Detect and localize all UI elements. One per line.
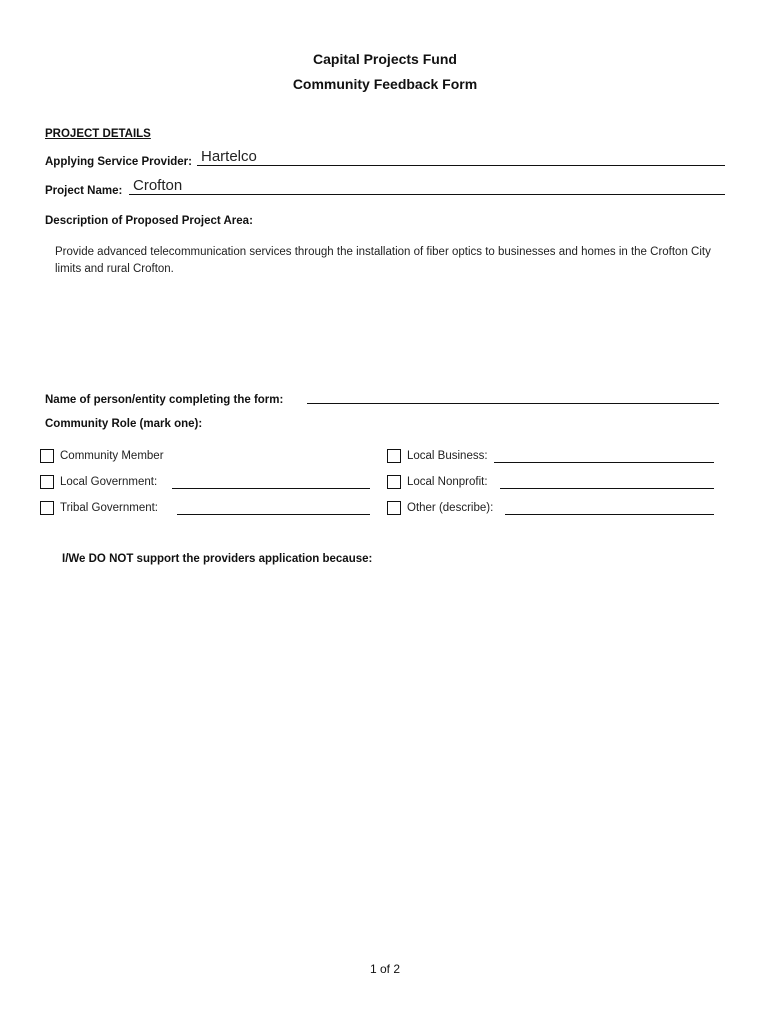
description-label: Description of Proposed Project Area: (45, 215, 253, 227)
role-option-local-nonprofit[interactable] (387, 474, 714, 490)
role-option-community-member[interactable] (40, 448, 370, 464)
local-nonprofit-input-line[interactable] (500, 488, 714, 489)
role-option-tribal-government[interactable] (40, 500, 370, 516)
other-input-line[interactable] (505, 514, 714, 515)
other-label: Other (describe): (407, 502, 494, 514)
person-field (45, 388, 725, 406)
local-government-input-line[interactable] (172, 488, 370, 489)
community-role-label: Community Role (mark one): (45, 418, 203, 430)
role-option-local-government[interactable] (40, 474, 370, 490)
project-name-input-line[interactable] (129, 194, 725, 195)
role-option-local-business[interactable] (387, 448, 714, 464)
project-name-label: Project Name: (45, 185, 123, 197)
project-name-field (45, 179, 725, 197)
person-label: Name of person/entity completing the form: (45, 394, 284, 406)
not-support-label: I/We DO NOT support the providers application because: (62, 553, 373, 565)
local-government-checkbox[interactable] (40, 475, 54, 489)
other-checkbox[interactable] (387, 501, 401, 515)
project-details-heading: PROJECT DETAILS (45, 128, 151, 140)
tribal-government-label: Tribal Government: (60, 502, 158, 514)
local-business-input-line[interactable] (494, 462, 714, 463)
form-title: Capital Projects Fund (313, 51, 457, 67)
provider-field (45, 150, 725, 168)
community-member-label: Community Member (60, 450, 164, 462)
description-text[interactable]: Provide advanced telecommunication services through the installation of fiber optics to businesses and homes in the Crofton City limits and rural Crofton. (55, 246, 711, 275)
tribal-government-checkbox[interactable] (40, 501, 54, 515)
page-number: 1 of 2 (369, 962, 401, 976)
community-member-checkbox[interactable] (40, 449, 54, 463)
local-government-label: Local Government: (60, 476, 158, 488)
local-nonprofit-label: Local Nonprofit: (407, 476, 488, 488)
provider-input-line[interactable] (197, 165, 725, 166)
project-name-value[interactable]: Crofton (133, 177, 183, 194)
person-input-line[interactable] (307, 403, 719, 404)
local-nonprofit-checkbox[interactable] (387, 475, 401, 489)
tribal-government-input-line[interactable] (177, 514, 370, 515)
local-business-checkbox[interactable] (387, 449, 401, 463)
provider-label: Applying Service Provider: (45, 156, 192, 168)
role-option-other[interactable] (387, 500, 714, 516)
form-subtitle: Community Feedback Form (292, 76, 478, 92)
provider-value[interactable]: Hartelco (201, 148, 257, 165)
local-business-label: Local Business: (407, 450, 488, 462)
